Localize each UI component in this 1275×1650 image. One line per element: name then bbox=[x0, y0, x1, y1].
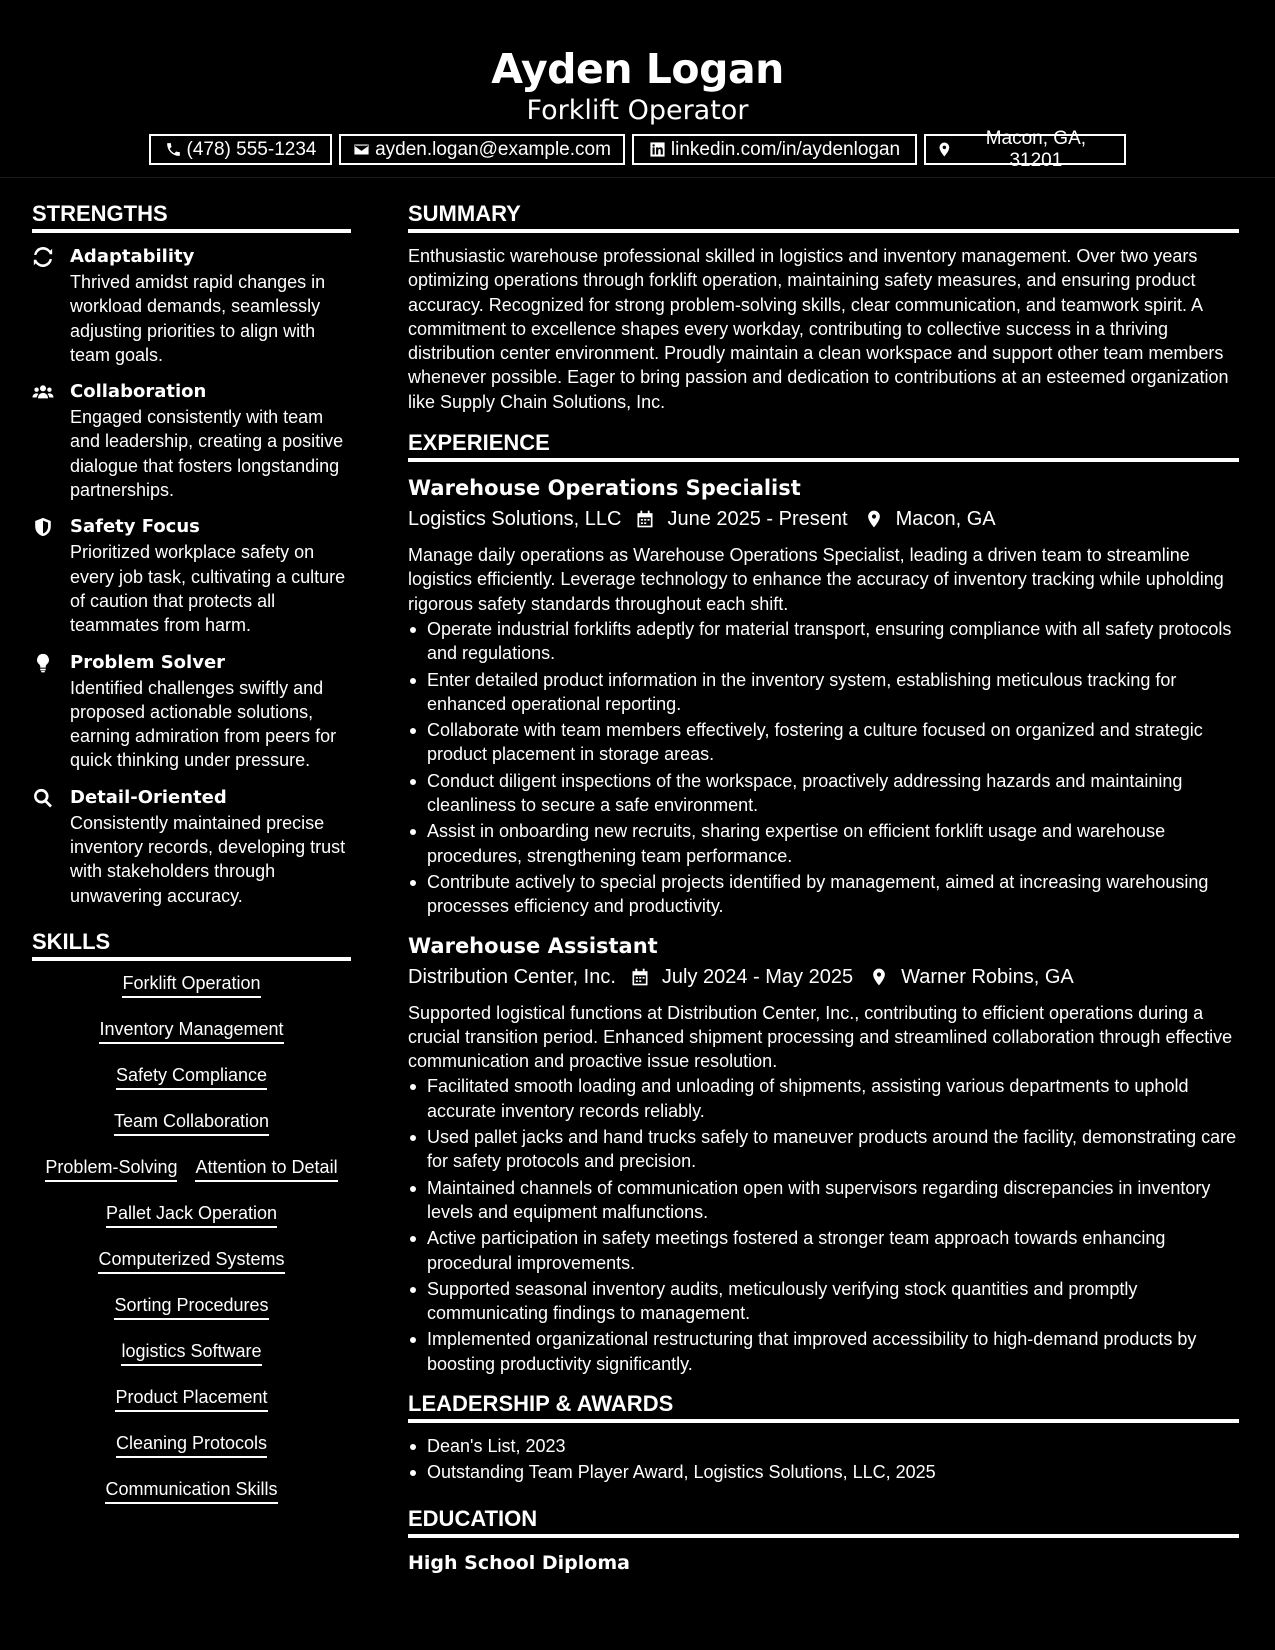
strength-description: Identified challenges swiftly and proposed actionable solutions, earning admiration from peers for quick thinking under pressure. bbox=[70, 677, 337, 771]
skill-tag: Pallet Jack Operation bbox=[106, 1202, 277, 1228]
email-contact[interactable] bbox=[339, 134, 625, 165]
strength-title: Problem Solver bbox=[70, 651, 226, 673]
job-dates: July 2024 - May 2025 bbox=[661, 965, 854, 988]
map-pin-icon bbox=[936, 141, 953, 158]
linkedin-contact[interactable] bbox=[632, 134, 917, 165]
skill-tag: Attention to Detail bbox=[195, 1156, 337, 1182]
skill-tag: Computerized Systems bbox=[98, 1248, 284, 1274]
strength-item bbox=[32, 514, 351, 637]
list-item: Maintained channels of communication open with supervisors regarding discrepancies in inventory levels and equipment malfunctions. bbox=[408, 1176, 1239, 1225]
list-item: Contribute actively to special projects identified by management, aimed at increasing warehousing processes efficiency and productivity. bbox=[408, 870, 1239, 919]
users-icon bbox=[32, 381, 54, 403]
strength-title: Safety Focus bbox=[70, 516, 200, 538]
list-item: Operate industrial forklifts adeptly for material transport, ensuring compliance with all safety protocols and regulations. bbox=[408, 617, 1239, 666]
phone-icon bbox=[165, 141, 182, 158]
experience-heading: EXPERIENCE bbox=[408, 427, 1239, 462]
strength-title: Collaboration bbox=[70, 381, 207, 403]
job-description: Manage daily operations as Warehouse Operations Specialist, leading a driven team to streamline logistics efficiently. Leverage technology to enhance the accuracy of inventory tracking while upholding rigorous safety standards throughout each shift. bbox=[408, 545, 1224, 614]
strengths-heading: STRENGTHS bbox=[32, 198, 351, 233]
job-bullets bbox=[408, 617, 1239, 919]
phone-text: (478) 555-1234 bbox=[186, 138, 317, 160]
list-item: Enter detailed product information in the inventory system, establishing meticulous tracking for enhanced operational reporting. bbox=[408, 668, 1239, 717]
list-item: Supported seasonal inventory audits, meticulously verifying stock quantities and promptly communicating findings to management. bbox=[408, 1277, 1239, 1326]
map-pin-icon bbox=[864, 509, 884, 529]
left-column bbox=[32, 198, 351, 1524]
job-location: Warner Robins, GA bbox=[901, 965, 1074, 988]
skill-tag: Inventory Management bbox=[99, 1018, 283, 1044]
skill-tag: Safety Compliance bbox=[116, 1064, 267, 1090]
strength-description: Engaged consistently with team and leadership, creating a positive dialogue that fosters longstanding partnerships. bbox=[70, 407, 344, 501]
skill-tag: Forklift Operation bbox=[122, 972, 260, 998]
sync-icon bbox=[32, 246, 54, 268]
strength-description: Thrived amidst rapid changes in workload demands, seamlessly adjusting priorities to align with team goals. bbox=[70, 272, 326, 365]
shield-icon bbox=[32, 516, 54, 538]
skill-tag: Cleaning Protocols bbox=[116, 1432, 267, 1458]
skill-tag: logistics Software bbox=[121, 1340, 261, 1366]
list-item: Implemented organizational restructuring that improved accessibility to high-demand products by boosting productivity significantly. bbox=[408, 1327, 1239, 1376]
job-title: Warehouse Assistant bbox=[408, 933, 658, 958]
skill-tag: Problem-Solving bbox=[45, 1156, 177, 1182]
job-meta bbox=[408, 503, 1239, 535]
lightbulb-icon bbox=[32, 652, 54, 674]
summary-text: Enthusiastic warehouse professional skilled in logistics and inventory management. Over two years optimizing operations through forklift operation, maintaining safety measures, and ensuring product accuracy. Recognized for strong problem-solving skills, clear communication, and teamwork spirit. A commitment to excellence shapes every workday, contributing to collective success in a thriving distribution center environment. Proudly maintain a clean workspace and support other team members whenever possible. Eager to bring passion and dedication to contributions at an esteemed organization like Supply Chain Solutions, Inc. bbox=[408, 246, 1229, 412]
strength-item bbox=[32, 244, 351, 367]
strength-title: Detail-Oriented bbox=[70, 786, 227, 808]
awards-heading: LEADERSHIP & AWARDS bbox=[408, 1388, 1239, 1423]
list-item: Conduct diligent inspections of the workspace, proactively addressing hazards and maintaining cleanliness to secure a safe environment. bbox=[408, 769, 1239, 818]
strength-description: Prioritized workplace safety on every job task, cultivating a culture of caution that protects all teammates from harm. bbox=[70, 542, 346, 636]
strength-item bbox=[32, 379, 351, 502]
right-column bbox=[408, 198, 1239, 1577]
company-name: Distribution Center, Inc. bbox=[408, 965, 616, 988]
summary-heading: SUMMARY bbox=[408, 198, 1239, 233]
phone-contact[interactable] bbox=[149, 134, 332, 165]
company-name: Logistics Solutions, LLC bbox=[408, 508, 622, 531]
calendar-icon bbox=[630, 967, 650, 987]
skills-heading: SKILLS bbox=[32, 926, 351, 961]
skill-tag: Sorting Procedures bbox=[114, 1294, 268, 1320]
map-pin-icon bbox=[869, 967, 889, 987]
calendar-icon bbox=[635, 509, 655, 529]
skills-list bbox=[32, 972, 351, 1524]
job-meta bbox=[408, 961, 1239, 993]
resume-header bbox=[0, 0, 1275, 178]
job-entry bbox=[408, 473, 1239, 918]
envelope-icon bbox=[353, 141, 370, 158]
strength-item bbox=[32, 650, 351, 773]
awards-list bbox=[408, 1434, 1239, 1485]
skill-tag: Communication Skills bbox=[105, 1478, 277, 1504]
job-title: Forklift Operator bbox=[526, 95, 749, 126]
list-item: Used pallet jacks and hand trucks safely to maneuver products around the facility, demonstrating care for safety protocols and precision. bbox=[408, 1125, 1239, 1174]
skill-tag: Product Placement bbox=[115, 1386, 267, 1412]
strength-description: Consistently maintained precise inventory records, developing trust with stakeholders through unwavering accuracy. bbox=[70, 812, 346, 906]
location-text: Macon, GA, 31201 bbox=[985, 127, 1087, 171]
list-item: Facilitated smooth loading and unloading of shipments, assisting various departments to uphold accurate inventory records reliably. bbox=[408, 1074, 1239, 1123]
linkedin-icon bbox=[649, 141, 666, 158]
job-entry bbox=[408, 931, 1239, 1376]
list-item: Dean's List, 2023 bbox=[408, 1434, 1239, 1458]
skill-tag: Team Collaboration bbox=[114, 1110, 269, 1136]
degree-title: High School Diploma bbox=[408, 1551, 630, 1574]
education-heading: EDUCATION bbox=[408, 1503, 1239, 1538]
contact-bar bbox=[0, 127, 1275, 171]
location-contact bbox=[924, 127, 1126, 171]
list-item: Outstanding Team Player Award, Logistics Solutions, LLC, 2025 bbox=[408, 1460, 1239, 1484]
strength-item bbox=[32, 785, 351, 908]
list-item: Active participation in safety meetings fostered a stronger team approach towards enhancing procedural improvements. bbox=[408, 1226, 1239, 1275]
search-icon bbox=[32, 787, 54, 809]
linkedin-text: linkedin.com/in/aydenlogan bbox=[670, 138, 901, 160]
strength-title: Adaptability bbox=[70, 246, 195, 267]
email-text: ayden.logan@example.com bbox=[375, 138, 611, 160]
job-bullets bbox=[408, 1074, 1239, 1376]
candidate-name: Ayden Logan bbox=[491, 45, 784, 93]
job-description: Supported logistical functions at Distribution Center, Inc., contributing to efficient operations during a crucial transition period. Enhanced shipment processing and streamlined collaboration through effective communication and proactive issue resolution. bbox=[408, 1002, 1233, 1072]
job-title: Warehouse Operations Specialist bbox=[408, 476, 801, 501]
list-item: Assist in onboarding new recruits, sharing expertise on efficient forklift usage and warehouse procedures, strengthening team performance. bbox=[408, 819, 1239, 868]
list-item: Collaborate with team members effectively, fostering a culture focused on organized and strategic product placement in storage areas. bbox=[408, 718, 1239, 767]
job-location: Macon, GA bbox=[895, 508, 996, 531]
job-dates: June 2025 - Present bbox=[667, 508, 848, 531]
